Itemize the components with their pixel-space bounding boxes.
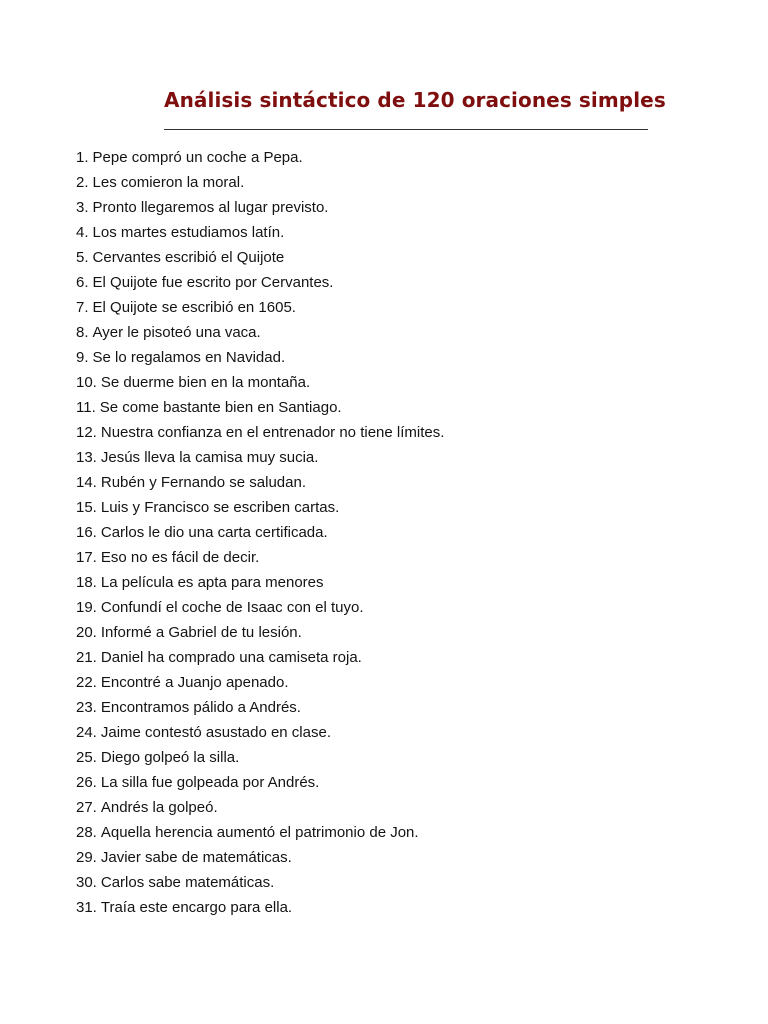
sentence-item [76, 495, 444, 520]
sentence-item [76, 595, 444, 620]
sentence-item [76, 895, 444, 920]
sentence-text: Aquella herencia aumentó el patrimonio de Jon. [100, 824, 419, 841]
sentence-text: Confundí el coche de Isaac con el tuyo. [100, 599, 364, 616]
sentence-text: El Quijote fue escrito por Cervantes. [92, 274, 334, 291]
sentence-text: Ayer le pisoteó una vaca. [92, 324, 261, 341]
sentence-text: Traía este encargo para ella. [100, 899, 293, 916]
sentence-number: 16. [76, 524, 97, 541]
sentence-item [76, 320, 444, 345]
sentence-number: 22. [76, 674, 97, 691]
sentence-text: La película es apta para menores [100, 574, 324, 591]
sentence-number: 4. [76, 224, 89, 241]
sentence-number: 29. [76, 849, 97, 866]
sentence-number: 27. [76, 799, 97, 816]
sentence-number: 6. [76, 274, 89, 291]
sentence-number: 2. [76, 174, 89, 191]
sentence-number: 15. [76, 499, 97, 516]
document-title: Análisis sintáctico de 120 oraciones simples [164, 88, 666, 112]
sentence-text: Cervantes escribió el Quijote [92, 249, 285, 266]
sentence-number: 11. [76, 399, 96, 416]
sentence-item [76, 670, 444, 695]
sentence-item [76, 570, 444, 595]
sentence-text: Pronto llegaremos al lugar previsto. [92, 199, 329, 216]
sentence-item [76, 620, 444, 645]
sentence-item [76, 220, 444, 245]
sentence-text: Jesús lleva la camisa muy sucia. [100, 449, 319, 466]
title-underline-rule [164, 129, 648, 130]
sentence-item [76, 145, 444, 170]
sentence-text: Pepe compró un coche a Pepa. [92, 149, 303, 166]
sentence-text: Diego golpeó la silla. [100, 749, 240, 766]
sentence-number: 19. [76, 599, 97, 616]
sentence-list [76, 145, 444, 920]
sentence-text: Se lo regalamos en Navidad. [92, 349, 286, 366]
sentence-item [76, 795, 444, 820]
sentence-number: 1. [76, 149, 89, 166]
sentence-text: Se come bastante bien en Santiago. [99, 399, 342, 416]
sentence-text: Carlos le dio una carta certificada. [100, 524, 328, 541]
sentence-text: Andrés la golpeó. [100, 799, 218, 816]
sentence-item [76, 695, 444, 720]
sentence-item [76, 845, 444, 870]
sentence-text: Rubén y Fernando se saludan. [100, 474, 306, 491]
sentence-number: 17. [76, 549, 97, 566]
sentence-text: Nuestra confianza en el entrenador no tiene límites. [100, 424, 445, 441]
sentence-text: Carlos sabe matemáticas. [100, 874, 275, 891]
sentence-number: 20. [76, 624, 97, 641]
sentence-item [76, 545, 444, 570]
sentence-text: Encontramos pálido a Andrés. [100, 699, 301, 716]
sentence-number: 31. [76, 899, 97, 916]
sentence-text: Daniel ha comprado una camiseta roja. [100, 649, 362, 666]
sentence-item [76, 245, 444, 270]
sentence-item [76, 395, 444, 420]
sentence-item [76, 445, 444, 470]
sentence-number: 8. [76, 324, 89, 341]
sentence-number: 18. [76, 574, 97, 591]
sentence-text: Encontré a Juanjo apenado. [100, 674, 289, 691]
sentence-number: 12. [76, 424, 97, 441]
sentence-number: 25. [76, 749, 97, 766]
sentence-item [76, 720, 444, 745]
sentence-text: Les comieron la moral. [92, 174, 245, 191]
sentence-item [76, 870, 444, 895]
sentence-item [76, 745, 444, 770]
sentence-text: Los martes estudiamos latín. [92, 224, 285, 241]
sentence-text: Luis y Francisco se escriben cartas. [100, 499, 340, 516]
sentence-item [76, 270, 444, 295]
sentence-text: Informé a Gabriel de tu lesión. [100, 624, 302, 641]
sentence-item [76, 170, 444, 195]
sentence-item [76, 370, 444, 395]
sentence-number: 7. [76, 299, 89, 316]
sentence-number: 5. [76, 249, 89, 266]
sentence-item [76, 770, 444, 795]
sentence-number: 28. [76, 824, 97, 841]
sentence-item [76, 520, 444, 545]
sentence-number: 10. [76, 374, 97, 391]
sentence-number: 30. [76, 874, 97, 891]
sentence-number: 24. [76, 724, 97, 741]
sentence-item [76, 345, 444, 370]
sentence-number: 26. [76, 774, 97, 791]
sentence-item [76, 295, 444, 320]
sentence-item [76, 820, 444, 845]
sentence-text: Se duerme bien en la montaña. [100, 374, 311, 391]
sentence-number: 21. [76, 649, 97, 666]
sentence-item [76, 195, 444, 220]
sentence-number: 3. [76, 199, 89, 216]
sentence-item [76, 420, 444, 445]
sentence-number: 23. [76, 699, 97, 716]
sentence-text: El Quijote se escribió en 1605. [92, 299, 296, 316]
sentence-item [76, 645, 444, 670]
sentence-number: 13. [76, 449, 97, 466]
sentence-text: Javier sabe de matemáticas. [100, 849, 292, 866]
sentence-item [76, 470, 444, 495]
sentence-number: 9. [76, 349, 89, 366]
sentence-text: La silla fue golpeada por Andrés. [100, 774, 320, 791]
sentence-text: Eso no es fácil de decir. [100, 549, 260, 566]
sentence-number: 14. [76, 474, 97, 491]
sentence-text: Jaime contestó asustado en clase. [100, 724, 331, 741]
